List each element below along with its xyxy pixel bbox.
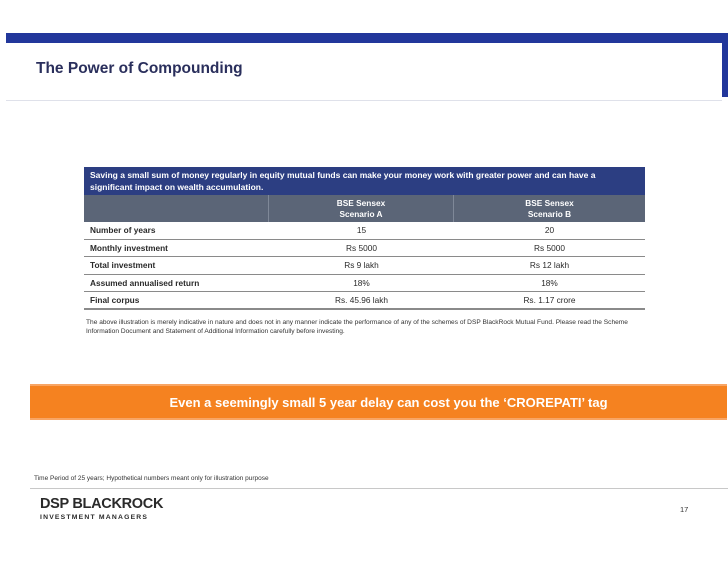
scenario-a-line1: BSE Sensex (336, 198, 386, 208)
column-header-scenario-b (454, 195, 645, 222)
compounding-table (84, 167, 645, 310)
scenario-a-line2: Scenario A (339, 208, 383, 219)
row-label: Number of years (90, 225, 156, 235)
scenario-a-value: Rs. 45.96 lakh (334, 295, 389, 305)
scenario-b-line1: BSE Sensex (525, 198, 574, 208)
column-header-scenario-a (269, 195, 454, 222)
company-logo (40, 497, 163, 523)
scenario-b-line2: Scenario B (527, 208, 572, 219)
row-label: Assumed annualised return (90, 277, 200, 288)
scenario-a-value: 18% (353, 277, 370, 288)
footnote: Time Period of 25 years; Hypothetical numbers meant only for illustration purpose (34, 475, 269, 482)
scenario-b-value: Rs. 1.17 crore (523, 295, 576, 305)
table-intro: Saving a small sum of money regularly in equity mutual funds can make your money work with greater power and can have a significant impact on wealth accumulation. (84, 167, 645, 195)
table-row (84, 275, 645, 293)
row-label: Monthly investment (90, 242, 168, 253)
scenario-a-value: Rs 5000 (346, 242, 377, 253)
callout-banner-text: Even a seemingly small 5 year delay can cost you the ‘CROREPATI’ tag (169, 395, 608, 410)
row-label: Total investment (90, 260, 156, 270)
title-divider (6, 100, 722, 101)
scenario-b-value: Rs 5000 (534, 242, 565, 253)
callout-banner (30, 384, 727, 420)
row-label: Final corpus (90, 295, 140, 305)
scenario-a-value: 15 (356, 225, 367, 235)
logo-wordmark: DSP BLACKROCK (40, 496, 164, 512)
header-blank-cell (84, 195, 269, 222)
scenario-b-value: Rs 12 lakh (529, 260, 570, 270)
table-row (84, 257, 645, 275)
table-column-header (84, 195, 645, 222)
table-row (84, 240, 645, 258)
logo-tagline: INVESTMENT MANAGERS (40, 514, 149, 521)
page-title: The Power of Compounding (36, 60, 243, 77)
scenario-b-value: 20 (544, 225, 555, 235)
table-row (84, 292, 645, 310)
disclaimer-text: The above illustration is merely indicative in nature and does not in any manner indicate the performance of any of the schemes of DSP BlackRock Mutual Fund. Please read the Scheme Information Document and Statement of Additional Information carefully before investing. (86, 319, 628, 335)
scenario-a-value: Rs 9 lakh (344, 260, 379, 270)
footer-divider (30, 488, 728, 489)
scenario-b-value: 18% (541, 277, 558, 288)
page-number: 17 (680, 505, 689, 514)
table-row (84, 222, 645, 240)
